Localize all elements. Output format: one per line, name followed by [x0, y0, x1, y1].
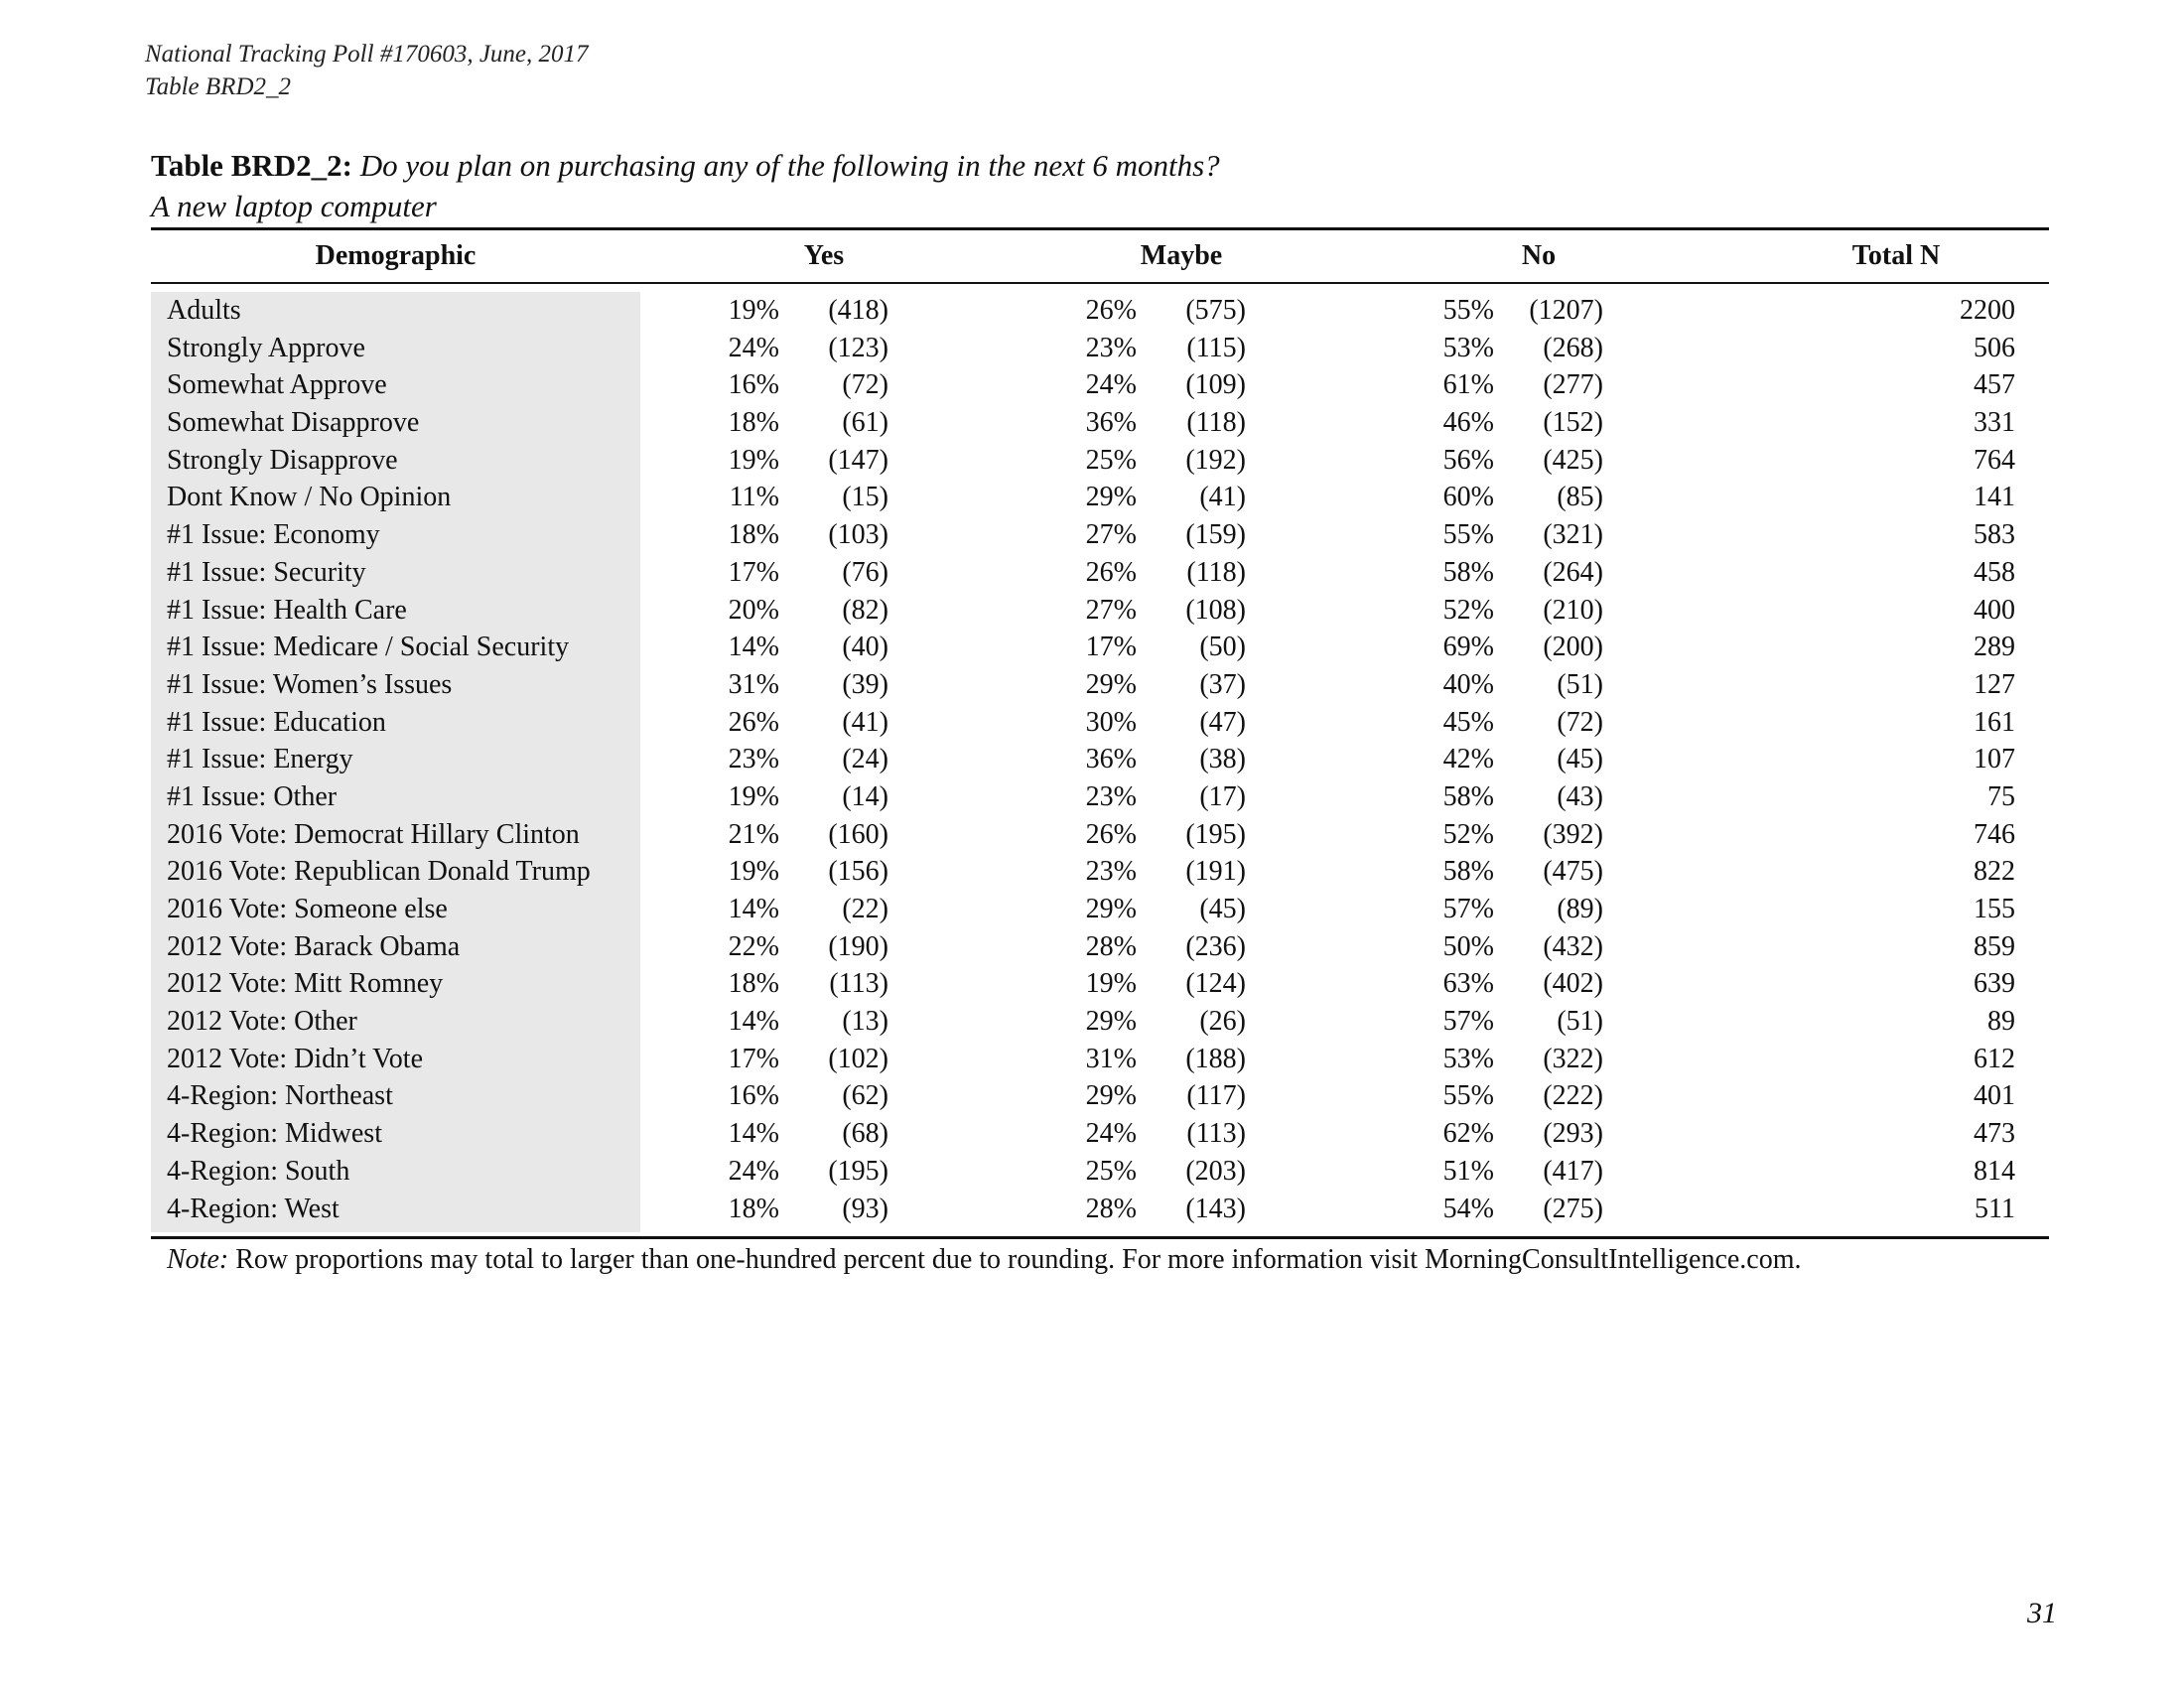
- page-number: 31: [2027, 1597, 2057, 1629]
- table-body: [0, 292, 2184, 1227]
- yes-count-cell: (190): [828, 930, 888, 962]
- table-title-label: Table BRD2_2:: [151, 148, 352, 183]
- total-n-cell: 583: [1974, 519, 2015, 551]
- table-row: [0, 629, 2184, 666]
- maybe-percent-cell: 28%: [1085, 930, 1137, 962]
- maybe-percent-cell: 24%: [1085, 369, 1137, 401]
- table-row: [0, 741, 2184, 778]
- maybe-count-cell: (17): [1199, 780, 1246, 812]
- no-percent-cell: 40%: [1442, 668, 1494, 700]
- yes-count-cell: (68): [842, 1118, 888, 1150]
- yes-percent-cell: 26%: [728, 706, 779, 738]
- yes-count-cell: (147): [828, 444, 888, 476]
- no-percent-cell: 45%: [1442, 706, 1494, 738]
- table-row: [0, 1115, 2184, 1153]
- maybe-percent-cell: 23%: [1085, 780, 1137, 812]
- table-row: [0, 292, 2184, 330]
- table-row: [0, 479, 2184, 516]
- no-percent-cell: 55%: [1442, 519, 1494, 551]
- no-count-cell: (1207): [1529, 295, 1603, 326]
- column-header-maybe: Maybe: [1140, 240, 1223, 271]
- total-n-cell: 639: [1974, 968, 2015, 1000]
- maybe-percent-cell: 25%: [1085, 1155, 1137, 1187]
- total-n-cell: 511: [1975, 1193, 2015, 1224]
- maybe-count-cell: (192): [1185, 444, 1246, 476]
- no-percent-cell: 53%: [1442, 1043, 1494, 1074]
- no-percent-cell: 63%: [1442, 968, 1494, 1000]
- table-question: Do you plan on purchasing any of the following in the next 6 months?: [359, 148, 1220, 183]
- table-title: [151, 145, 1220, 226]
- table-subtitle: A new laptop computer: [151, 189, 437, 223]
- total-n-cell: 612: [1974, 1043, 2015, 1074]
- table-row: [0, 1191, 2184, 1228]
- yes-count-cell: (15): [842, 482, 888, 513]
- column-header-total: Total N: [1851, 240, 1941, 271]
- maybe-count-cell: (191): [1185, 856, 1246, 888]
- yes-count-cell: (24): [842, 744, 888, 775]
- total-n-cell: 289: [1974, 632, 2015, 663]
- total-n-cell: 75: [1987, 780, 2015, 812]
- yes-count-cell: (22): [842, 894, 888, 924]
- yes-count-cell: (61): [842, 407, 888, 439]
- maybe-count-cell: (118): [1186, 556, 1246, 588]
- demographic-cell: 2012 Vote: Didn’t Vote: [167, 1043, 424, 1074]
- column-header-yes: Yes: [803, 240, 845, 271]
- table-row: [0, 704, 2184, 742]
- demographic-cell: #1 Issue: Security: [167, 556, 366, 588]
- table-row: [0, 330, 2184, 367]
- maybe-percent-cell: 26%: [1085, 818, 1137, 850]
- maybe-count-cell: (109): [1185, 369, 1246, 401]
- total-n-cell: 161: [1974, 706, 2015, 738]
- total-n-cell: 859: [1974, 930, 2015, 962]
- note-text: Row proportions may total to larger than one-hundred percent due to rounding. For more information visit MorningConsultIntelligence.com.: [235, 1244, 1802, 1275]
- yes-percent-cell: 14%: [728, 632, 779, 663]
- no-percent-cell: 58%: [1442, 856, 1494, 888]
- no-count-cell: (293): [1543, 1118, 1603, 1150]
- maybe-percent-cell: 36%: [1085, 744, 1137, 775]
- maybe-count-cell: (45): [1199, 894, 1246, 924]
- no-count-cell: (264): [1543, 556, 1603, 588]
- demographic-cell: Adults: [167, 295, 241, 326]
- yes-percent-cell: 18%: [728, 968, 779, 1000]
- total-n-cell: 107: [1974, 744, 2015, 775]
- maybe-percent-cell: 30%: [1085, 706, 1137, 738]
- total-n-cell: 457: [1974, 369, 2015, 401]
- maybe-percent-cell: 29%: [1085, 1080, 1137, 1112]
- yes-count-cell: (82): [842, 594, 888, 626]
- note-label: Note:: [167, 1244, 229, 1275]
- maybe-percent-cell: 27%: [1085, 519, 1137, 551]
- yes-percent-cell: 21%: [728, 818, 779, 850]
- no-percent-cell: 50%: [1442, 930, 1494, 962]
- page-header: [145, 38, 589, 103]
- yes-count-cell: (39): [842, 668, 888, 700]
- poll-name: National Tracking Poll #170603, June, 2017: [145, 41, 589, 68]
- total-n-cell: 2200: [1960, 295, 2015, 326]
- maybe-count-cell: (26): [1199, 1006, 1246, 1038]
- no-percent-cell: 56%: [1442, 444, 1494, 476]
- no-percent-cell: 62%: [1442, 1118, 1494, 1150]
- yes-count-cell: (160): [828, 818, 888, 850]
- yes-count-cell: (195): [828, 1155, 888, 1187]
- yes-count-cell: (103): [828, 519, 888, 551]
- yes-percent-cell: 19%: [728, 444, 779, 476]
- maybe-count-cell: (47): [1199, 706, 1246, 738]
- yes-count-cell: (93): [842, 1193, 888, 1224]
- total-n-cell: 746: [1974, 818, 2015, 850]
- yes-percent-cell: 19%: [728, 856, 779, 888]
- maybe-count-cell: (108): [1185, 594, 1246, 626]
- yes-percent-cell: 17%: [728, 556, 779, 588]
- demographic-cell: 4-Region: West: [167, 1193, 340, 1224]
- demographic-cell: 2012 Vote: Other: [167, 1006, 357, 1038]
- maybe-count-cell: (117): [1186, 1080, 1246, 1112]
- no-percent-cell: 52%: [1442, 594, 1494, 626]
- total-n-cell: 127: [1974, 668, 2015, 700]
- maybe-percent-cell: 26%: [1085, 295, 1137, 326]
- maybe-percent-cell: 27%: [1085, 594, 1137, 626]
- yes-count-cell: (40): [842, 632, 888, 663]
- maybe-count-cell: (38): [1199, 744, 1246, 775]
- maybe-count-cell: (188): [1185, 1043, 1246, 1074]
- no-count-cell: (89): [1557, 894, 1603, 924]
- total-n-cell: 506: [1974, 332, 2015, 363]
- yes-percent-cell: 31%: [728, 668, 779, 700]
- maybe-count-cell: (41): [1199, 482, 1246, 513]
- maybe-count-cell: (124): [1185, 968, 1246, 1000]
- table-id: Table BRD2_2: [145, 73, 291, 100]
- demographic-cell: Strongly Disapprove: [167, 444, 398, 476]
- no-percent-cell: 57%: [1442, 1006, 1494, 1038]
- table-row: [0, 1003, 2184, 1041]
- no-count-cell: (392): [1543, 818, 1603, 850]
- no-percent-cell: 58%: [1442, 780, 1494, 812]
- no-count-cell: (72): [1557, 706, 1603, 738]
- demographic-cell: 2016 Vote: Democrat Hillary Clinton: [167, 818, 580, 850]
- demographic-cell: #1 Issue: Women’s Issues: [167, 668, 453, 700]
- total-n-cell: 458: [1974, 556, 2015, 588]
- demographic-cell: 4-Region: South: [167, 1155, 350, 1187]
- demographic-cell: 2016 Vote: Someone else: [167, 894, 448, 924]
- demographic-cell: #1 Issue: Health Care: [167, 594, 407, 626]
- no-count-cell: (432): [1543, 930, 1603, 962]
- maybe-percent-cell: 29%: [1085, 482, 1137, 513]
- yes-percent-cell: 20%: [728, 594, 779, 626]
- table-row: [0, 816, 2184, 854]
- maybe-percent-cell: 29%: [1085, 894, 1137, 924]
- demographic-cell: Dont Know / No Opinion: [167, 482, 452, 513]
- no-count-cell: (43): [1557, 780, 1603, 812]
- no-percent-cell: 52%: [1442, 818, 1494, 850]
- maybe-count-cell: (203): [1185, 1155, 1246, 1187]
- demographic-cell: #1 Issue: Economy: [167, 519, 380, 551]
- table-row: [0, 1153, 2184, 1191]
- demographic-cell: 4-Region: Northeast: [167, 1080, 393, 1112]
- no-percent-cell: 53%: [1442, 332, 1494, 363]
- yes-percent-cell: 16%: [728, 369, 779, 401]
- table-row: [0, 928, 2184, 966]
- total-n-cell: 401: [1974, 1080, 2015, 1112]
- yes-percent-cell: 19%: [728, 780, 779, 812]
- yes-percent-cell: 22%: [728, 930, 779, 962]
- demographic-cell: 2012 Vote: Mitt Romney: [167, 968, 444, 1000]
- yes-percent-cell: 23%: [728, 744, 779, 775]
- no-percent-cell: 60%: [1442, 482, 1494, 513]
- no-count-cell: (45): [1557, 744, 1603, 775]
- total-n-cell: 89: [1987, 1006, 2015, 1038]
- table-row: [0, 1077, 2184, 1115]
- demographic-cell: 4-Region: Midwest: [167, 1118, 382, 1150]
- table-row: [0, 554, 2184, 592]
- no-percent-cell: 69%: [1442, 632, 1494, 663]
- maybe-count-cell: (195): [1185, 818, 1246, 850]
- yes-percent-cell: 19%: [728, 295, 779, 326]
- maybe-percent-cell: 31%: [1085, 1043, 1137, 1074]
- no-count-cell: (425): [1543, 444, 1603, 476]
- maybe-count-cell: (115): [1186, 332, 1246, 363]
- maybe-percent-cell: 25%: [1085, 444, 1137, 476]
- maybe-percent-cell: 17%: [1085, 632, 1137, 663]
- demographic-cell: #1 Issue: Education: [167, 706, 386, 738]
- maybe-percent-cell: 28%: [1085, 1193, 1137, 1224]
- no-count-cell: (417): [1543, 1155, 1603, 1187]
- no-percent-cell: 61%: [1442, 369, 1494, 401]
- maybe-percent-cell: 24%: [1085, 1118, 1137, 1150]
- yes-percent-cell: 14%: [728, 894, 779, 924]
- maybe-percent-cell: 23%: [1085, 856, 1137, 888]
- table-row: [0, 516, 2184, 554]
- yes-percent-cell: 14%: [728, 1006, 779, 1038]
- no-count-cell: (275): [1543, 1193, 1603, 1224]
- maybe-count-cell: (143): [1185, 1193, 1246, 1224]
- table-row: [0, 404, 2184, 442]
- no-percent-cell: 57%: [1442, 894, 1494, 924]
- maybe-percent-cell: 23%: [1085, 332, 1137, 363]
- total-n-cell: 764: [1974, 444, 2015, 476]
- column-header-no: No: [1521, 240, 1557, 271]
- no-percent-cell: 42%: [1442, 744, 1494, 775]
- total-n-cell: 331: [1974, 407, 2015, 439]
- maybe-count-cell: (50): [1199, 632, 1246, 663]
- maybe-count-cell: (575): [1185, 295, 1246, 326]
- no-count-cell: (85): [1557, 482, 1603, 513]
- no-count-cell: (322): [1543, 1043, 1603, 1074]
- demographic-cell: Strongly Approve: [167, 332, 365, 363]
- total-n-cell: 141: [1974, 482, 2015, 513]
- yes-percent-cell: 16%: [728, 1080, 779, 1112]
- maybe-count-cell: (113): [1186, 1118, 1246, 1150]
- demographic-cell: 2016 Vote: Republican Donald Trump: [167, 856, 591, 888]
- table-row: [0, 891, 2184, 928]
- header-rule: [151, 282, 2049, 284]
- maybe-percent-cell: 29%: [1085, 668, 1137, 700]
- demographic-cell: Somewhat Disapprove: [167, 407, 420, 439]
- table-row: [0, 442, 2184, 480]
- yes-count-cell: (62): [842, 1080, 888, 1112]
- no-count-cell: (222): [1543, 1080, 1603, 1112]
- yes-percent-cell: 18%: [728, 407, 779, 439]
- yes-count-cell: (41): [842, 706, 888, 738]
- no-count-cell: (210): [1543, 594, 1603, 626]
- yes-count-cell: (113): [829, 968, 888, 1000]
- demographic-cell: #1 Issue: Other: [167, 780, 338, 812]
- maybe-count-cell: (118): [1186, 407, 1246, 439]
- table-row: [0, 778, 2184, 816]
- table-row: [0, 592, 2184, 630]
- yes-count-cell: (13): [842, 1006, 888, 1038]
- maybe-percent-cell: 26%: [1085, 556, 1137, 588]
- no-percent-cell: 55%: [1442, 295, 1494, 326]
- yes-percent-cell: 24%: [728, 1155, 779, 1187]
- table-top-rule: [151, 227, 2049, 230]
- demographic-cell: Somewhat Approve: [167, 369, 387, 401]
- yes-percent-cell: 18%: [728, 1193, 779, 1224]
- yes-count-cell: (14): [842, 780, 888, 812]
- table-bottom-rule: [151, 1236, 2049, 1239]
- no-count-cell: (51): [1557, 1006, 1603, 1038]
- no-count-cell: (475): [1543, 856, 1603, 888]
- no-percent-cell: 55%: [1442, 1080, 1494, 1112]
- maybe-percent-cell: 29%: [1085, 1006, 1137, 1038]
- maybe-count-cell: (236): [1185, 930, 1246, 962]
- no-count-cell: (268): [1543, 332, 1603, 363]
- yes-percent-cell: 11%: [729, 482, 779, 513]
- no-count-cell: (152): [1543, 407, 1603, 439]
- yes-percent-cell: 24%: [728, 332, 779, 363]
- demographic-cell: #1 Issue: Energy: [167, 744, 353, 775]
- demographic-cell: #1 Issue: Medicare / Social Security: [167, 632, 570, 663]
- no-percent-cell: 58%: [1442, 556, 1494, 588]
- no-count-cell: (51): [1557, 668, 1603, 700]
- yes-count-cell: (418): [828, 295, 888, 326]
- total-n-cell: 155: [1974, 894, 2015, 924]
- total-n-cell: 400: [1974, 594, 2015, 626]
- maybe-count-cell: (37): [1199, 668, 1246, 700]
- no-count-cell: (321): [1543, 519, 1603, 551]
- no-count-cell: (277): [1543, 369, 1603, 401]
- no-count-cell: (402): [1543, 968, 1603, 1000]
- total-n-cell: 822: [1974, 856, 2015, 888]
- yes-percent-cell: 14%: [728, 1118, 779, 1150]
- yes-count-cell: (156): [828, 856, 888, 888]
- column-header-demographic: Demographic: [315, 240, 477, 271]
- no-percent-cell: 54%: [1442, 1193, 1494, 1224]
- demographic-cell: 2012 Vote: Barack Obama: [167, 930, 461, 962]
- total-n-cell: 814: [1974, 1155, 2015, 1187]
- maybe-count-cell: (159): [1185, 519, 1246, 551]
- table-row: [0, 853, 2184, 891]
- table-row: [0, 1041, 2184, 1078]
- yes-percent-cell: 17%: [728, 1043, 779, 1074]
- yes-count-cell: (76): [842, 556, 888, 588]
- maybe-percent-cell: 36%: [1085, 407, 1137, 439]
- yes-count-cell: (123): [828, 332, 888, 363]
- table-note: [167, 1241, 1802, 1279]
- yes-count-cell: (72): [842, 369, 888, 401]
- total-n-cell: 473: [1974, 1118, 2015, 1150]
- no-percent-cell: 51%: [1442, 1155, 1494, 1187]
- table-row: [0, 366, 2184, 404]
- yes-count-cell: (102): [828, 1043, 888, 1074]
- table-row: [0, 666, 2184, 704]
- yes-percent-cell: 18%: [728, 519, 779, 551]
- table-row: [0, 965, 2184, 1003]
- no-count-cell: (200): [1543, 632, 1603, 663]
- no-percent-cell: 46%: [1442, 407, 1494, 439]
- maybe-percent-cell: 19%: [1085, 968, 1137, 1000]
